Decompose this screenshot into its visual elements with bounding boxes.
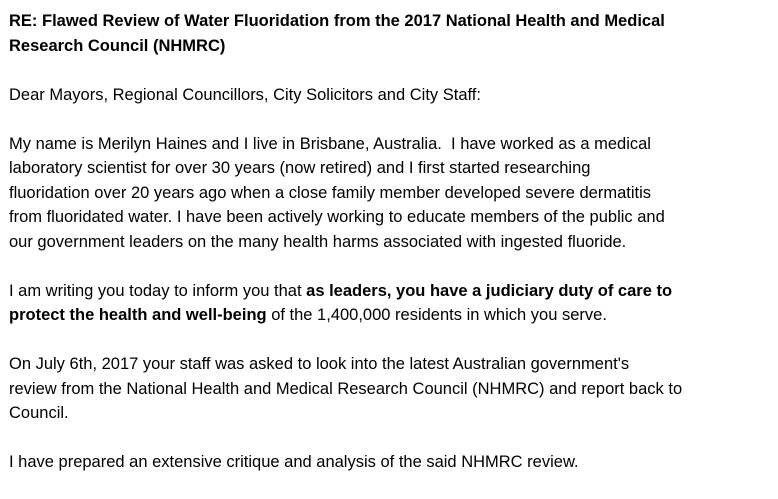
intro-line-2: laboratory scientist for over 30 years (now retired) and I first started researching bbox=[9, 159, 591, 177]
request-line-3: Council. bbox=[9, 404, 69, 422]
paragraph-introduction bbox=[9, 132, 769, 255]
paragraph-duty-of-care bbox=[9, 279, 769, 328]
duty-line-1 bbox=[9, 282, 672, 300]
duty-line-2-emphasis: protect the health and well-being bbox=[9, 306, 267, 324]
duty-line-2 bbox=[9, 306, 607, 324]
subject-heading bbox=[9, 9, 769, 58]
critique-line-1: I have prepared an extensive critique and analysis of the said NHMRC review. bbox=[9, 453, 579, 471]
intro-line-5: our government leaders on the many health harms associated with ingested fluoride. bbox=[9, 232, 627, 251]
request-line-2: review from the National Health and Medical Research Council (NHMRC) and report back to bbox=[9, 379, 683, 398]
salutation-text: Dear Mayors, Regional Councillors, City Solicitors and City Staff: bbox=[9, 85, 481, 104]
duty-line-2-text: of the 1,400,000 residents in which you serve. bbox=[266, 306, 607, 324]
intro-line-4: from fluoridated water. I have been actively working to educate members of the public and bbox=[9, 208, 665, 226]
duty-line-1-emphasis: as leaders, you have a judiciary duty of care to bbox=[306, 281, 673, 300]
subject-line-2: Research Council (NHMRC) bbox=[9, 36, 226, 55]
request-line-1: On July 6th, 2017 your staff was asked to look into the latest Australian government's bbox=[9, 355, 630, 373]
duty-line-1-text: I am writing you today to inform you that bbox=[9, 281, 307, 300]
intro-line-1: My name is Merilyn Haines and I live in Brisbane, Australia. I have worked as a medical bbox=[9, 134, 651, 153]
intro-line-3: fluoridation over 20 years ago when a close family member developed severe dermatitis bbox=[9, 183, 651, 202]
letter-body bbox=[9, 9, 769, 499]
paragraph-staff-request bbox=[9, 352, 769, 426]
subject-line-1: RE: Flawed Review of Water Fluoridation from the 2017 National Health and Medical bbox=[9, 12, 665, 30]
paragraph-critique bbox=[9, 450, 769, 475]
salutation bbox=[9, 83, 769, 108]
